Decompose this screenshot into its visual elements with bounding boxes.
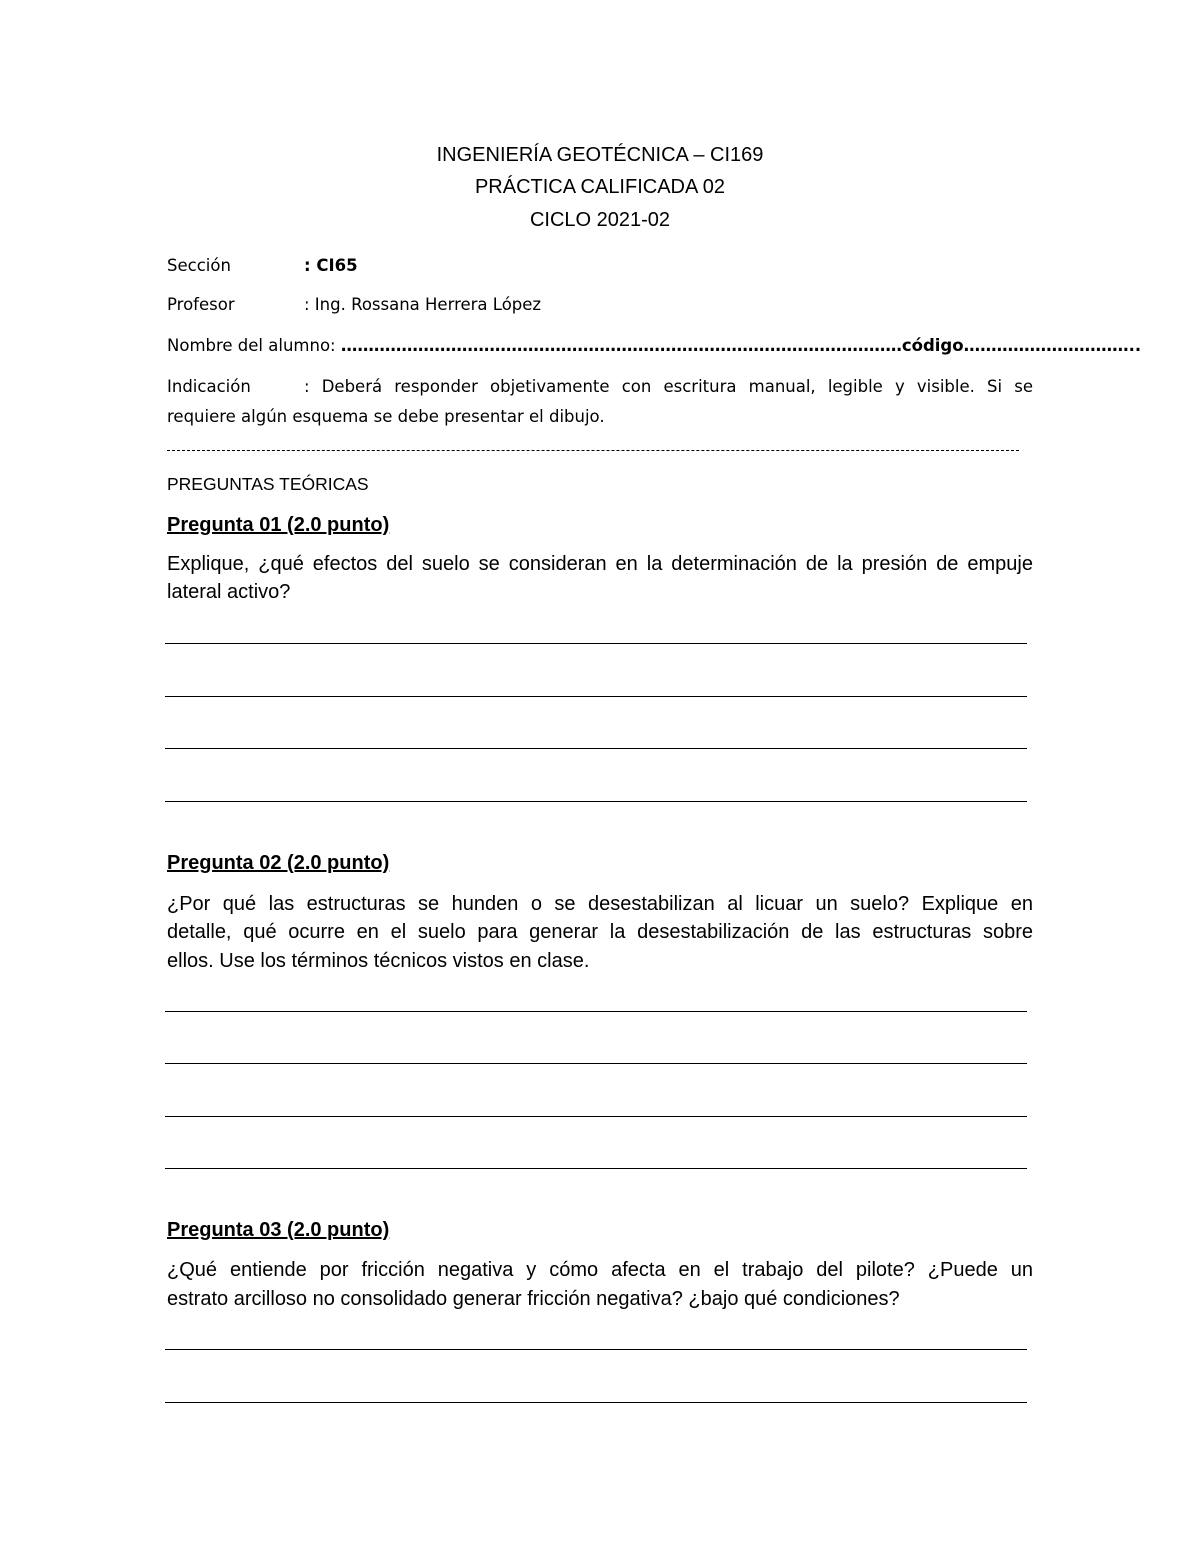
answer-line xyxy=(165,1402,1027,1403)
question-1-text-line-1: Explique, ¿qué efectos del suelo se consideran en la determinación de la presión de empuje xyxy=(167,553,1033,575)
indicacion-label: Indicación xyxy=(167,377,251,396)
dashed-separator xyxy=(167,450,1019,451)
question-2-text-line-2: detalle, qué ocurre en el suelo para generar la desestabilización de las estructuras sobre xyxy=(167,921,1033,943)
question-3-text-line-2: estrato arcilloso no consolidado generar fricción negativa? ¿bajo qué condiciones? xyxy=(167,1288,900,1310)
question-3-title: Pregunta 03 (2.0 punto) xyxy=(167,1219,390,1241)
nombre-label: Nombre del alumno: xyxy=(167,336,336,355)
question-2-title: Pregunta 02 (2.0 punto) xyxy=(167,852,390,874)
answer-line xyxy=(165,1116,1027,1117)
question-2-text-line-3: ellos. Use los términos técnicos vistos en clase. xyxy=(167,950,590,972)
question-2-text-line-1: ¿Por qué las estructuras se hunden o se desestabilizan al licuar un suelo? Explique en xyxy=(167,893,1033,915)
answer-line xyxy=(165,801,1027,802)
profesor-value: : Ing. Rossana Herrera López xyxy=(304,295,542,314)
codigo-label: código xyxy=(901,336,964,355)
answer-line xyxy=(165,696,1027,697)
seccion-label: Sección xyxy=(167,256,231,275)
indicacion-text-line2: requiere algún esquema se debe presentar el dibujo. xyxy=(167,407,605,426)
student-name-row xyxy=(167,335,1141,357)
codigo-blank: ………………………….. xyxy=(963,336,1142,355)
answer-line xyxy=(165,643,1027,644)
indicacion-text-line1: : Deberá responder objetivamente con escritura manual, legible y visible. Si se xyxy=(304,377,1033,396)
section-title: PREGUNTAS TEÓRICAS xyxy=(167,474,369,494)
answer-line xyxy=(165,1168,1027,1169)
cycle-title: CICLO 2021-02 xyxy=(529,209,671,231)
answer-line xyxy=(165,1063,1027,1064)
nombre-blank: ………………………………………………………………………………………… xyxy=(340,336,902,355)
answer-line xyxy=(165,1349,1027,1350)
course-title: INGENIERÍA GEOTÉCNICA – CI169 xyxy=(436,144,764,166)
question-3-text-line-1: ¿Qué entiende por fricción negativa y cómo afecta en el trabajo del pilote? ¿Puede un xyxy=(167,1259,1033,1281)
indicacion-row xyxy=(167,376,1033,398)
answer-line xyxy=(165,1011,1027,1012)
profesor-label: Profesor xyxy=(167,295,235,314)
question-1-text-line-2: lateral activo? xyxy=(167,581,291,603)
answer-line xyxy=(165,748,1027,749)
seccion-value: : CI65 xyxy=(304,256,358,275)
exam-title: PRÁCTICA CALIFICADA 02 xyxy=(474,176,726,198)
question-1-title: Pregunta 01 (2.0 punto) xyxy=(167,514,390,536)
